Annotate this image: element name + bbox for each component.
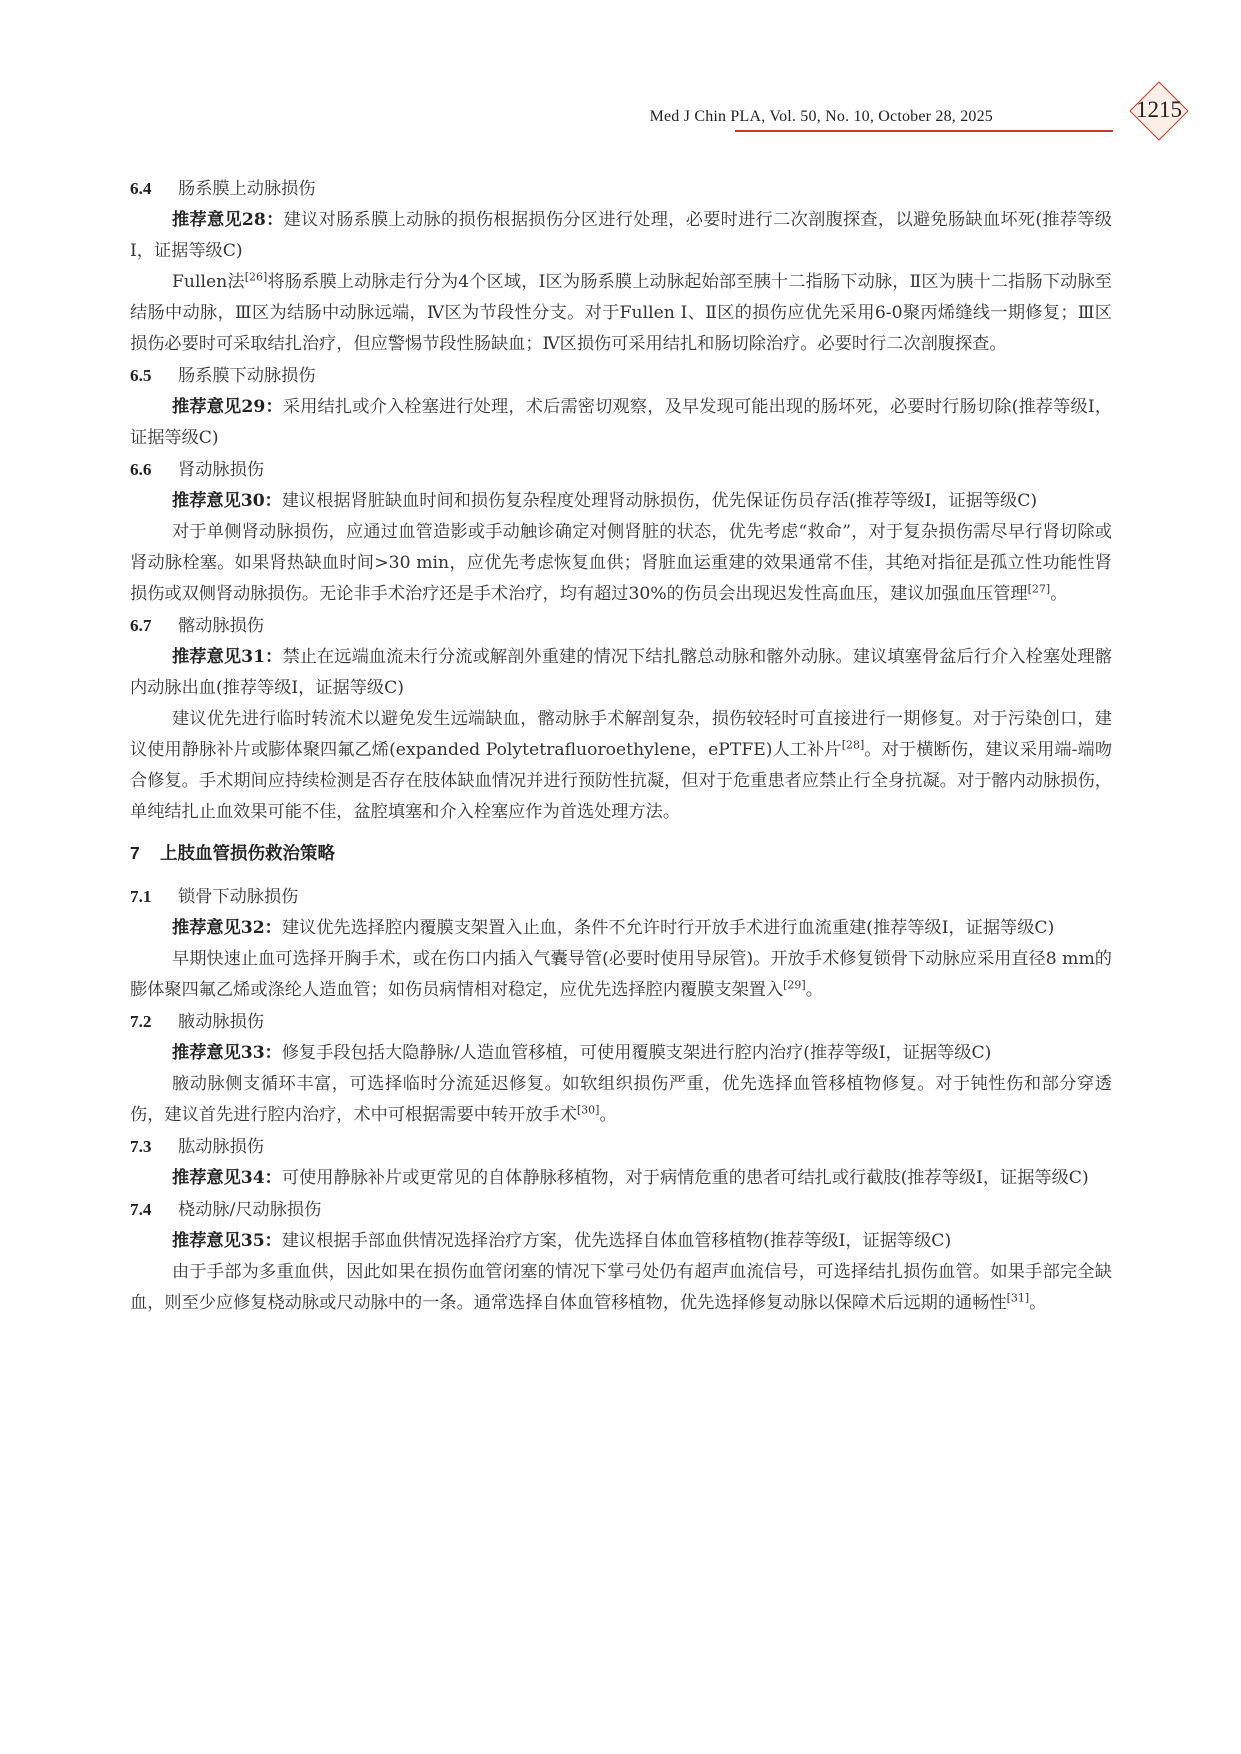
recommendation	[130, 205, 1112, 267]
recommendation-label: 推荐意见30：	[172, 491, 282, 511]
citation-ref: [30]	[576, 1103, 600, 1117]
subsection-heading	[130, 1131, 1112, 1163]
section-title: 上肢血管损伤救治策略	[160, 844, 335, 864]
section-number: 7.3	[130, 1137, 152, 1156]
subsection-heading	[130, 1006, 1112, 1038]
section-title: 肱动脉损伤	[178, 1137, 264, 1157]
recommendation-label: 推荐意见29：	[172, 397, 283, 417]
recommendation	[130, 486, 1112, 517]
section-title: 桡动脉/尺动脉损伤	[178, 1200, 322, 1220]
recommendation-label: 推荐意见33：	[172, 1043, 282, 1063]
recommendation-text: 禁止在远端血流未行分流或解剖外重建的情况下结扎髂总动脉和髂外动脉。建议填塞骨盆后行介入栓塞处理髂内动脉出血(推荐等级Ⅰ，证据等级C)	[130, 647, 1112, 698]
subsection-heading	[130, 173, 1112, 205]
body-paragraph	[130, 267, 1112, 360]
section-number: 7.1	[130, 887, 152, 906]
recommendation-label: 推荐意见34：	[172, 1168, 282, 1188]
recommendation-text: 建议对肠系膜上动脉的损伤根据损伤分区进行处理，必要时进行二次剖腹探查，以避免肠缺血坏死(推荐等级Ⅰ，证据等级C)	[130, 210, 1112, 261]
recommendation	[130, 1226, 1112, 1257]
recommendation	[130, 1038, 1112, 1069]
paragraph-text: 。	[805, 980, 823, 1000]
recommendation-text: 建议优先选择腔内覆膜支架置入止血，条件不允许时行开放手术进行血流重建(推荐等级Ⅰ，证据等级C)	[281, 918, 1055, 938]
body-paragraph	[130, 517, 1112, 610]
paragraph-text: Fullen法	[172, 272, 245, 292]
paragraph-text: 。对于横断伤，建议采用端-端吻合修复。手术期间应持续检测是否存在肢体缺血情况并进行预防性抗凝，但对于危重患者应禁止行全身抗凝。对于髂内动脉损伤，单纯结扎止血效果可能不佳，盆腔填塞和介入栓塞应作为首选处理方法。	[130, 740, 1113, 822]
recommendation-label: 推荐意见32：	[172, 918, 282, 938]
citation-ref: [27]	[1027, 582, 1051, 596]
section-number: 6.7	[130, 616, 152, 635]
section-number: 7	[130, 843, 140, 863]
section-number: 6.4	[130, 179, 152, 198]
section-title: 锁骨下动脉损伤	[178, 887, 299, 907]
section-title: 肠系膜上动脉损伤	[178, 179, 316, 199]
recommendation-text: 修复手段包括大隐静脉/人造血管移植，可使用覆膜支架进行腔内治疗(推荐等级Ⅰ，证据等级C)	[281, 1043, 992, 1063]
citation-ref: [29]	[783, 978, 806, 992]
section-heading	[130, 838, 1112, 870]
body-paragraph	[130, 704, 1112, 828]
section-number: 7.2	[130, 1012, 152, 1031]
recommendation	[130, 642, 1112, 704]
section-number: 7.4	[130, 1200, 152, 1219]
paragraph-text: 。	[1050, 584, 1068, 604]
citation-ref: [31]	[1006, 1291, 1030, 1305]
recommendation	[130, 392, 1112, 454]
subsection-heading	[130, 610, 1112, 642]
body-paragraph	[130, 944, 1112, 1006]
section-title: 肠系膜下动脉损伤	[178, 366, 316, 386]
recommendation-label: 推荐意见28：	[172, 210, 284, 230]
recommendation-text: 采用结扎或介入栓塞进行处理，术后需密切观察，及早发现可能出现的肠坏死，必要时行肠切除(推荐等级Ⅰ，证据等级C)	[130, 397, 1113, 448]
article-body	[130, 173, 1112, 1319]
subsection-heading	[130, 360, 1112, 392]
paragraph-text: 。	[599, 1105, 617, 1125]
paragraph-text: 对于单侧肾动脉损伤，应通过血管造影或手动触诊确定对侧肾脏的状态，优先考虑“救命”，对于复杂损伤需尽早行肾切除或肾动脉栓塞。如果肾热缺血时间>30 min，应优先考虑恢复血供；肾脏血运重建的效果通常不佳，其绝对指征是孤立性功能性肾损伤或双侧肾动脉损伤。无论非手术治疗还是手术治疗，均有超过30%的伤员会出现迟发性高血压，建议加强血压管理	[130, 522, 1112, 604]
section-title: 肾动脉损伤	[178, 460, 264, 480]
recommendation-text: 可使用静脉补片或更常见的自体静脉移植物，对于病情危重的患者可结扎或行截肢(推荐等级Ⅰ，证据等级C)	[281, 1168, 1089, 1188]
section-title: 腋动脉损伤	[178, 1012, 264, 1032]
body-paragraph	[130, 1069, 1112, 1131]
recommendation	[130, 1163, 1112, 1194]
paragraph-text: 。	[1029, 1293, 1047, 1313]
recommendation-text: 建议根据手部血供情况选择治疗方案，优先选择自体血管移植物(推荐等级Ⅰ，证据等级C)	[281, 1231, 952, 1251]
page-number: 1215	[1136, 97, 1182, 122]
paragraph-text: 建议优先进行临时转流术以避免发生远端缺血，髂动脉手术解剖复杂，损伤较轻时可直接进行一期修复。对于污染创口，建议使用静脉补片或膨体聚四氟乙烯(expanded Polytetrafluoroethylene，ePTFE)人工补片	[130, 709, 1112, 760]
subsection-heading	[130, 454, 1112, 486]
header-divider	[735, 130, 1113, 132]
journal-citation: Med J Chin PLA, Vol. 50, No. 10, October 28, 2025	[649, 108, 993, 125]
recommendation-label: 推荐意见31：	[172, 647, 283, 667]
section-title: 髂动脉损伤	[178, 616, 264, 636]
page-number-badge	[1130, 82, 1188, 140]
paragraph-text: 将肠系膜上动脉走行分为4个区域，Ⅰ区为肠系膜上动脉起始部至胰十二指肠下动脉，Ⅱ区为胰十二指肠下动脉至结肠中动脉，Ⅲ区为结肠中动脉远端，Ⅳ区为节段性分支。对于Fullen Ⅰ、Ⅱ区的损伤应优先采用6-0聚丙烯缝线一期修复；Ⅲ区损伤必要时可采取结扎治疗，但应警惕节段性肠缺血；Ⅳ区损伤可采用结扎和肠切除治疗。必要时行二次剖腹探查。	[130, 272, 1112, 354]
recommendation-text: 建议根据肾脏缺血时间和损伤复杂程度处理肾动脉损伤，优先保证伤员存活(推荐等级Ⅰ，证据等级C)	[281, 491, 1038, 511]
subsection-heading	[130, 1194, 1112, 1226]
recommendation-label: 推荐意见35：	[172, 1231, 282, 1251]
body-paragraph	[130, 1257, 1112, 1319]
citation-ref: [28]	[841, 738, 865, 752]
section-number: 6.5	[130, 366, 152, 385]
paragraph-text: 早期快速止血可选择开胸手术，或在伤口内插入气囊导管(必要时使用导尿管)。开放手术修复锁骨下动脉应采用直径8 mm的膨体聚四氟乙烯或涤纶人造血管；如伤员病情相对稳定，应优先选择腔内覆膜支架置入	[130, 949, 1112, 1000]
recommendation	[130, 913, 1112, 944]
section-number: 6.6	[130, 460, 152, 479]
citation-ref: [26]	[244, 270, 268, 284]
paragraph-text: 腋动脉侧支循环丰富，可选择临时分流延迟修复。如软组织损伤严重，优先选择血管移植物修复。对于钝性伤和部分穿透伤，建议首先进行腔内治疗，术中可根据需要中转开放手术	[130, 1074, 1112, 1125]
subsection-heading	[130, 881, 1112, 913]
paragraph-text: 由于手部为多重血供，因此如果在损伤血管闭塞的情况下掌弓处仍有超声血流信号，可选择结扎损伤血管。如果手部完全缺血，则至少应修复桡动脉或尺动脉中的一条。通常选择自体血管移植物，优先选择修复动脉以保障术后远期的通畅性	[130, 1262, 1112, 1313]
